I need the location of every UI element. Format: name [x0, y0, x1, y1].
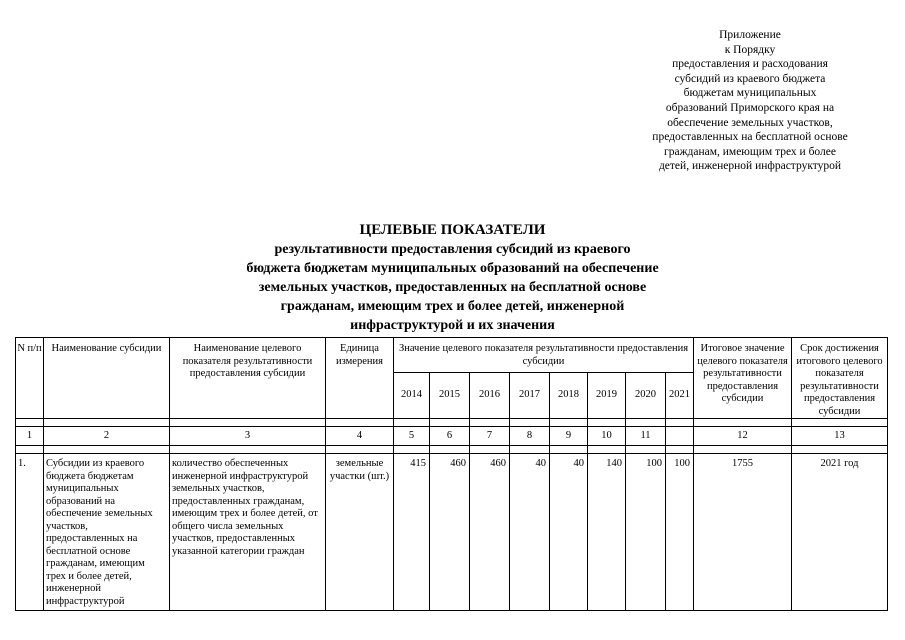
- header-indicator: Наименование целевого показателя результативности предоставления субсидии: [170, 338, 326, 419]
- row-value-2014: 415: [394, 454, 430, 611]
- header-value: Значение целевого показателя результативности предоставления субсидии: [394, 338, 694, 373]
- year-cell: 2014: [394, 372, 430, 418]
- row-value-2020: 100: [626, 454, 666, 611]
- year-cell: 2017: [510, 372, 550, 418]
- header-n: N п/п: [16, 338, 44, 419]
- appendix-note: [600, 28, 900, 174]
- row-value-2015: 460: [430, 454, 470, 611]
- appendix-line: предоставленных на бесплатной основе: [652, 131, 848, 144]
- appendix-line: предоставления и расходования: [672, 58, 828, 71]
- row-indicator: количество обеспеченных инженерной инфраструктурой земельных участков, предоставленных гражданам, имеющим трех и более детей, от общего числа земельных участков, предоставленных указанной категории граждан: [170, 454, 326, 611]
- column-number: 5: [394, 427, 430, 446]
- year-cell: 2015: [430, 372, 470, 418]
- column-number: 9: [550, 427, 588, 446]
- row-value-2021: 100: [666, 454, 694, 611]
- indicators-table: [15, 337, 888, 611]
- year-cell: 2016: [470, 372, 510, 418]
- title-line: результативности предоставления субсидий из краевого: [274, 242, 631, 257]
- document-title: [160, 221, 745, 335]
- header-unit: Единица измерения: [326, 338, 394, 419]
- row-value-2019: 140: [588, 454, 626, 611]
- title-line: бюджета бюджетам муниципальных образований на обеспечение: [246, 261, 659, 276]
- column-number: 6: [430, 427, 470, 446]
- appendix-line: образований Приморского края на: [665, 101, 835, 114]
- spacer-row: [16, 446, 888, 454]
- appendix-line: Приложение: [719, 29, 781, 41]
- table-row: [16, 454, 888, 611]
- row-total: 1755: [694, 454, 792, 611]
- header-subsidy: Наименование субсидии: [44, 338, 170, 419]
- year-cell: 2018: [550, 372, 588, 418]
- column-number: 8: [510, 427, 550, 446]
- appendix-line: к Порядку: [724, 43, 776, 56]
- column-number: 3: [170, 427, 326, 446]
- row-number: 1.: [16, 454, 44, 611]
- row-value-2017: 40: [510, 454, 550, 611]
- appendix-line: детей, инженерной инфраструктурой: [658, 160, 842, 173]
- column-numbers-row: [16, 427, 888, 446]
- title-main: ЦЕЛЕВЫЕ ПОКАЗАТЕЛИ: [359, 222, 546, 238]
- row-unit: земельные участки (шт.): [326, 454, 394, 611]
- column-number: 10: [588, 427, 626, 446]
- column-number: 1: [16, 427, 44, 446]
- appendix-line: обеспечение земельных участков,: [667, 116, 833, 129]
- header-deadline: Срок достижения итогового целевого показателя результативности предоставления субсидии: [792, 338, 888, 419]
- column-number: 13: [792, 427, 888, 446]
- row-value-2018: 40: [550, 454, 588, 611]
- row-subsidy: Субсидии из краевого бюджета бюджетам муниципальных образований на обеспечение земельных участков, предоставленных на бесплатной основе гражданам, имеющим трех и более детей, инженерной инфраструктурой: [44, 454, 170, 611]
- year-cell: 2020: [626, 372, 666, 418]
- header-row: [16, 338, 888, 373]
- title-line: земельных участков, предоставленных на бесплатной основе: [258, 280, 647, 295]
- row-value-2016: 460: [470, 454, 510, 611]
- column-number: 11: [626, 427, 666, 446]
- column-number: 4: [326, 427, 394, 446]
- year-cell: 2019: [588, 372, 626, 418]
- appendix-line: гражданам, имеющим трех и более: [664, 145, 836, 158]
- column-number: 7: [470, 427, 510, 446]
- column-number: 12: [694, 427, 792, 446]
- spacer-row: [16, 419, 888, 427]
- appendix-line: субсидий из краевого бюджета: [674, 72, 826, 85]
- row-deadline: 2021 год: [792, 454, 888, 611]
- year-cell: 2021: [666, 372, 694, 418]
- appendix-line: бюджетам муниципальных: [683, 87, 817, 100]
- title-line: гражданам, имеющим трех и более детей, инженерной: [280, 299, 625, 314]
- column-number: 2: [44, 427, 170, 446]
- header-total: Итоговое значение целевого показателя результативности предоставления субсидии: [694, 338, 792, 419]
- title-line: инфраструктурой и их значения: [350, 318, 555, 333]
- column-number: [666, 427, 694, 446]
